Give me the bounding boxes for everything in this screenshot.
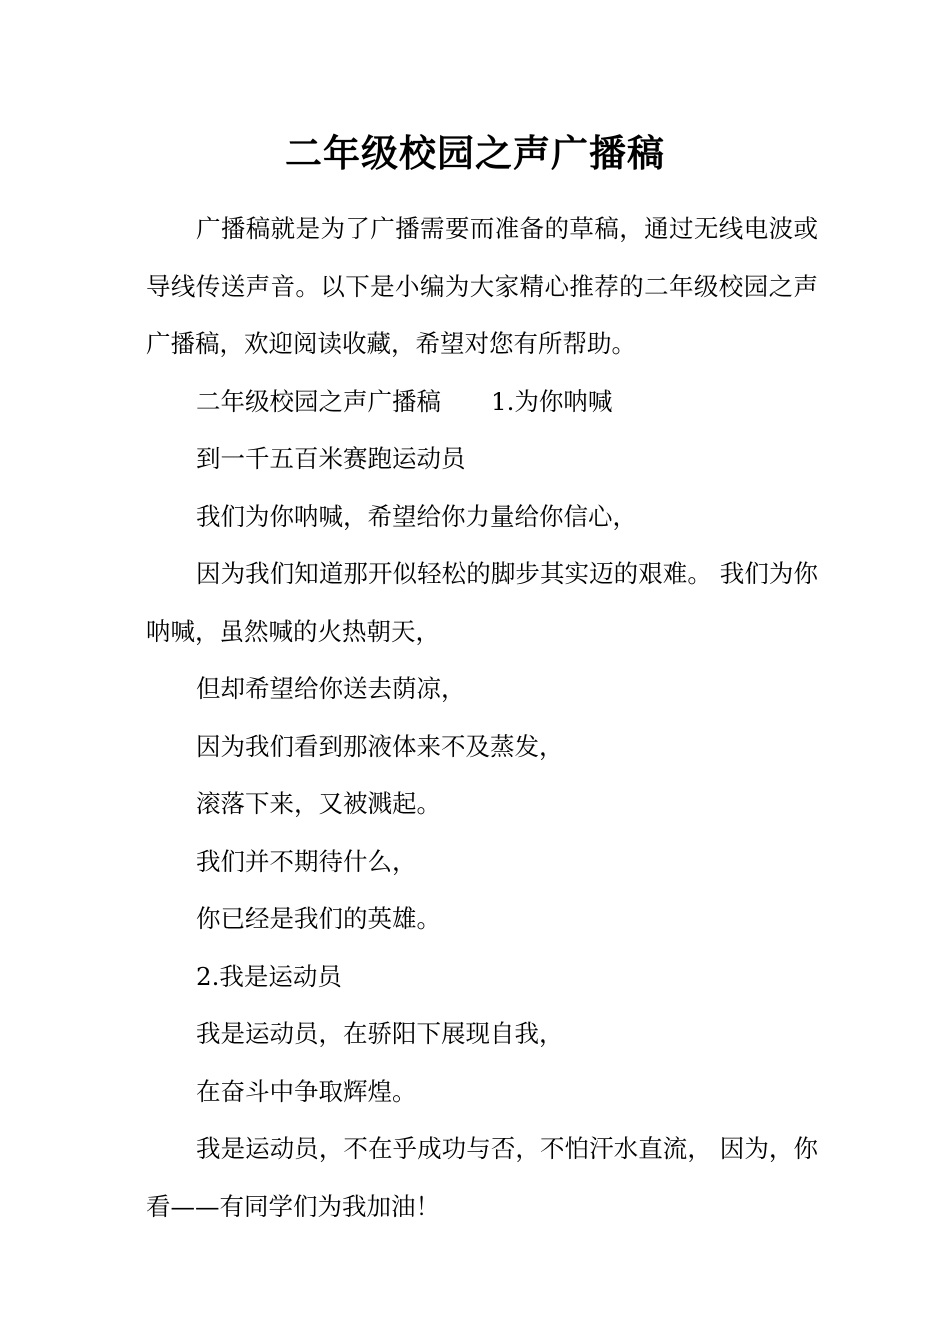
document-title: 二年级校园之声广播稿 bbox=[285, 131, 665, 175]
poem-2-title: 2.我是运动员 bbox=[196, 961, 342, 991]
poem-1-line: 因为我们知道那开似轻松的脚步其实迈的艰难。 我们为你呐喊，虽然喊的火热朝天， bbox=[146, 559, 818, 646]
poem-1-title: 1.为你呐喊 bbox=[491, 386, 613, 416]
poem-2-line: 在奋斗中争取辉煌。 bbox=[196, 1076, 417, 1106]
poem-1-line: 滚落下来，又被溅起。 bbox=[196, 789, 441, 818]
poem-1-line: 你已经是我们的英雄。 bbox=[196, 904, 441, 933]
document-body bbox=[146, 200, 818, 1235]
poem-1-line: 我们为你呐喊，希望给你力量给你信心， bbox=[196, 501, 637, 531]
poem-2-line: 我是运动员，在骄阳下展现自我， bbox=[196, 1019, 564, 1048]
poem-2-line: 我是运动员，不在乎成功与否，不怕汗水直流， 因为，你看——有同学们为我加油！ bbox=[146, 1134, 818, 1221]
poem-1-dedication: 到一千五百米赛跑运动员 bbox=[196, 444, 466, 473]
poem-1-line: 我们并不期待什么， bbox=[196, 846, 417, 876]
section-heading-line bbox=[146, 373, 818, 431]
poem-1-line: 因为我们看到那液体来不及蒸发， bbox=[196, 731, 564, 761]
section-heading: 二年级校园之声广播稿 bbox=[196, 386, 441, 416]
poem-1-line: 但却希望给你送去荫凉， bbox=[196, 674, 466, 703]
intro-paragraph: 广播稿就是为了广播需要而准备的草稿，通过无线电波或导线传送声音。以下是小编为大家精心推荐的二年级校园之声广播稿，欢迎阅读收藏，希望对您有所帮助。 bbox=[146, 214, 818, 358]
